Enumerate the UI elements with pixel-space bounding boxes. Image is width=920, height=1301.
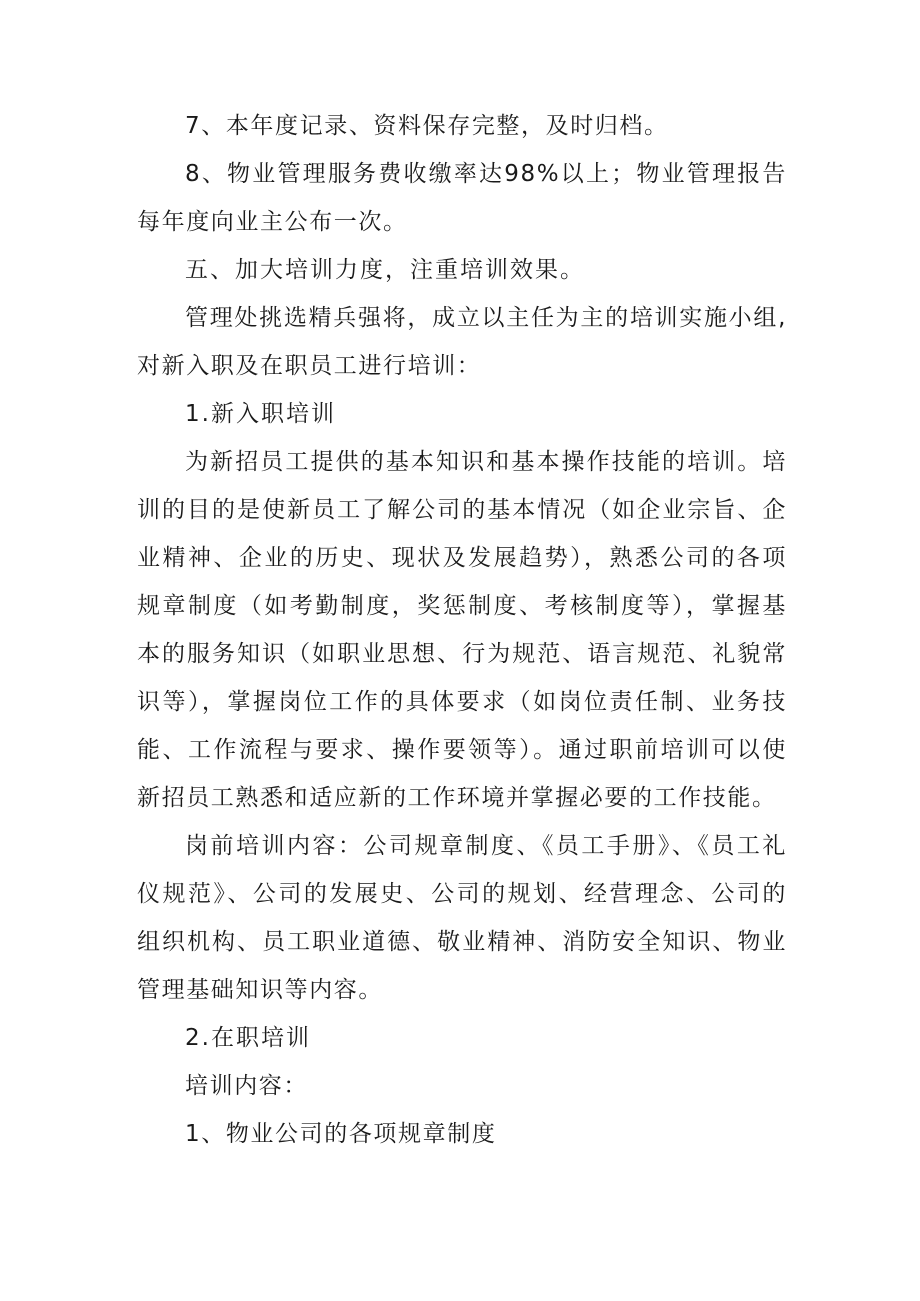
document-body bbox=[137, 102, 787, 1158]
paragraph-training-group: 管理处挑选精兵强将，成立以主任为主的培训实施小组,对新入职及在职员工进行培训： bbox=[137, 305, 787, 379]
subheading-new-hire-training: 1.新入职培训 bbox=[185, 401, 336, 427]
list-item-regulations: 1、物业公司的各项规章制度 bbox=[185, 1121, 497, 1147]
paragraph-new-hire-training: 为新招员工提供的基本知识和基本操作技能的培训。培训的目的是使新员工了解公司的基本情况（如企业宗旨、企业精神、企业的历史、现状及发展趋势），熟悉公司的各项规章制度（如考勤制度，奖惩制度、考核制度等），掌握基本的服务知识（如职业思想、行为规范、语言规范、礼貌常识等），掌握岗位工作的具体要求（如岗位责任制、业务技能、工作流程与要求、操作要领等）。通过职前培训可以使新招员工熟悉和适应新的工作环境并掌握必要的工作技能。 bbox=[137, 449, 787, 811]
paragraph-item-7-records: 7、本年度记录、资料保存完整，及时归档。 bbox=[185, 113, 669, 139]
paragraph-item-8-fee-collection: 8、物业管理服务费收缴率达98%以上；物业管理报告每年度向业主公布一次。 bbox=[137, 161, 787, 235]
paragraph-training-content-label: 培训内容： bbox=[185, 1073, 308, 1099]
paragraph-pre-job-content: 岗前培训内容：公司规章制度、《员工手册》、《员工礼仪规范》、公司的发展史、公司的规划、经营理念、公司的组织机构、员工职业道德、敬业精神、消防安全知识、物业管理基础知识等内容。 bbox=[137, 833, 787, 1003]
section-heading-training: 五、加大培训力度，注重培训效果。 bbox=[185, 257, 585, 283]
subheading-on-job-training: 2.在职培训 bbox=[185, 1025, 311, 1051]
